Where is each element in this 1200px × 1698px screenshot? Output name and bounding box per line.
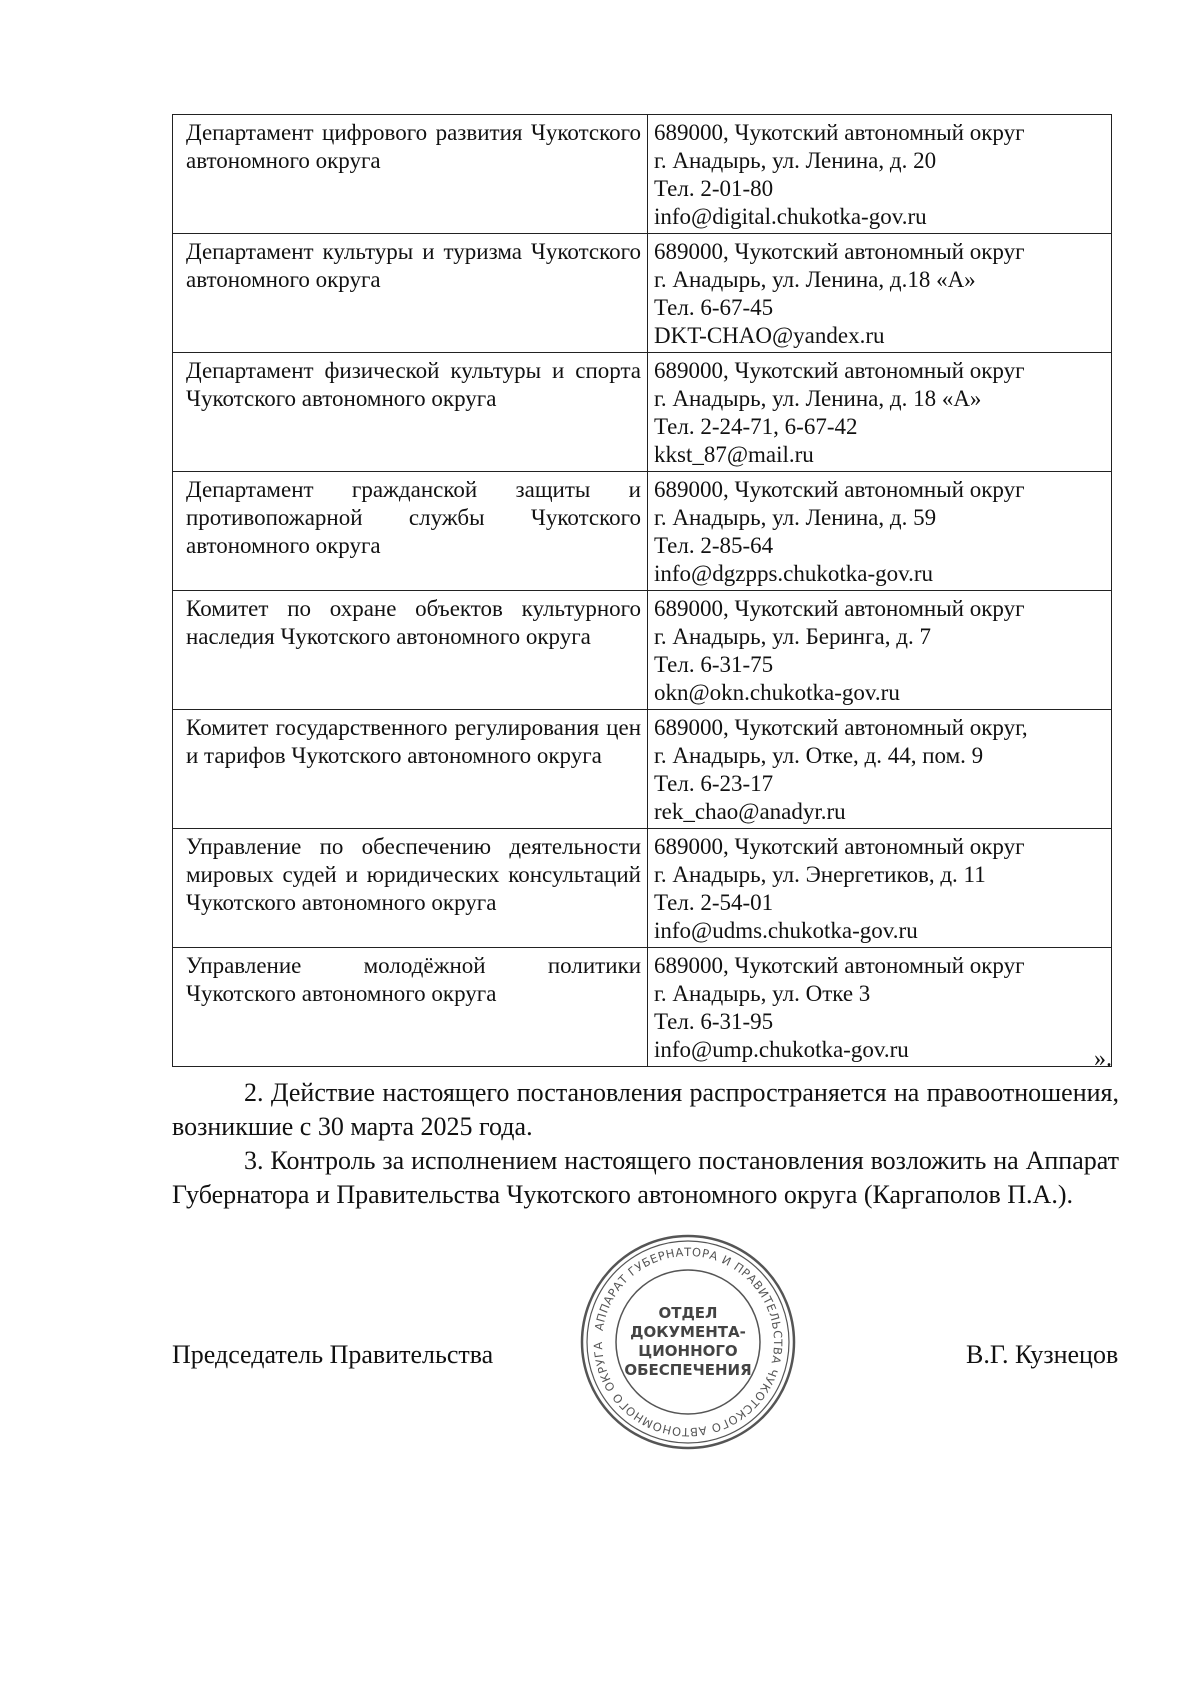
organizations-table-body [173,115,1112,1067]
signature-title: Председатель Правительства [172,1340,494,1369]
paragraph-3 [172,1144,1119,1212]
organization-name-cell: Департамент культуры и туризма Чукотского автономного округа [173,234,648,353]
organization-name-cell: Комитет государственного регулирования цен и тарифов Чукотского автономного округа [173,710,648,829]
address-line: info@ump.chukotka-gov.ru [654,1037,909,1062]
address-line: info@udms.chukotka-gov.ru [654,918,918,943]
stamp-line: ОТДЕЛ [658,1304,718,1322]
address-line: г. Анадырь, ул. Беринга, д. 7 [654,624,931,649]
address-line: Тел. 6-67-45 [654,295,774,320]
address-line: г. Анадырь, ул. Отке 3 [654,981,871,1006]
stamp-line: ЦИОННОГО [638,1342,738,1360]
address-line: 689000, Чукотский автономный округ [654,596,1025,621]
address-line: 689000, Чукотский автономный округ [654,239,1025,264]
organization-address-cell [648,591,1112,710]
organization-name-cell: Департамент физической культуры и спорта Чукотского автономного округа [173,353,648,472]
address-line: okn@okn.chukotka-gov.ru [654,680,900,705]
organization-address-cell [648,472,1112,591]
organization-address-cell [648,353,1112,472]
address-line: г. Анадырь, ул. Энергетиков, д. 11 [654,862,986,887]
address-line: 689000, Чукотский автономный округ [654,834,1025,859]
address-line: Тел. 6-31-75 [654,652,774,677]
address-line: г. Анадырь, ул. Отке, д. 44, пом. 9 [654,743,984,768]
organization-address-cell [648,234,1112,353]
table-closing-quote: ». [1094,1046,1112,1072]
organization-name-cell: Департамент цифрового развития Чукотского автономного округа [173,115,648,234]
organization-name-cell: Управление по обеспечению деятельности мировых судей и юридических консультаций Чукотского автономного округа [173,829,648,948]
address-line: Тел. 6-31-95 [654,1009,774,1034]
table-row [173,948,1112,1067]
organization-name-cell: Департамент гражданской защиты и противопожарной службы Чукотского автономного округа [173,472,648,591]
table-row [173,829,1112,948]
paragraph-3-text: 3. Контроль за исполнением настоящего постановления возложить на Аппарат Губернатора и Правительства Чукотского автономного округа (Каргаполов П.А.). [172,1146,1119,1209]
address-line: г. Анадырь, ул. Ленина, д.18 «А» [654,267,976,292]
address-line: Тел. 2-54-01 [654,890,774,915]
address-line: г. Анадырь, ул. Ленина, д. 18 «А» [654,386,982,411]
paragraph-2 [172,1076,1119,1144]
address-line: Тел. 2-24-71, 6-67-42 [654,414,858,439]
address-line: rek_chao@anadyr.ru [654,799,846,824]
address-line: DKT-CHAO@yandex.ru [654,323,885,348]
address-line: info@dgzpps.chukotka-gov.ru [654,561,934,586]
organization-address-cell [648,710,1112,829]
table-row [173,353,1112,472]
address-line: Тел. 2-85-64 [654,533,774,558]
organization-name-cell: Управление молодёжной политики Чукотского автономного округа [173,948,648,1067]
official-stamp [578,1232,798,1452]
address-line: 689000, Чукотский автономный округ [654,358,1025,383]
organization-name-cell: Комитет по охране объектов культурного наследия Чукотского автономного округа [173,591,648,710]
stamp-line: ОБЕСПЕЧЕНИЯ [624,1361,752,1379]
stamp-line: ДОКУМЕНТА- [630,1323,746,1341]
address-line: Тел. 6-23-17 [654,771,774,796]
address-line: г. Анадырь, ул. Ленина, д. 59 [654,505,937,530]
organization-address-cell [648,948,1112,1067]
stamp-center-text [578,1304,798,1380]
paragraph-2-text: 2. Действие настоящего постановления распространяется на правоотношения, возникшие с 30 марта 2025 года. [172,1078,1119,1141]
address-line: 689000, Чукотский автономный округ [654,120,1025,145]
address-line: 689000, Чукотский автономный округ [654,477,1025,502]
address-line: 689000, Чукотский автономный округ [654,953,1025,978]
address-line: kkst_87@mail.ru [654,442,814,467]
stamp-ring-text: АППАРАТ ГУБЕРНАТОРА И ПРАВИТЕЛЬСТВА ЧУКОТСКОГО АВТОНОМНОГО ОКРУГА [590,1244,786,1440]
table-row [173,115,1112,234]
table-row [173,234,1112,353]
table-row [173,710,1112,829]
table-row [173,472,1112,591]
organization-address-cell [648,829,1112,948]
signature-name: В.Г. Кузнецов [966,1340,1119,1369]
organization-address-cell [648,115,1112,234]
address-line: info@digital.chukotka-gov.ru [654,204,927,229]
address-line: 689000, Чукотский автономный округ, [654,715,1028,740]
address-line: Тел. 2-01-80 [654,176,774,201]
address-line: г. Анадырь, ул. Ленина, д. 20 [654,148,937,173]
table-row [173,591,1112,710]
organizations-table [172,114,1112,1067]
